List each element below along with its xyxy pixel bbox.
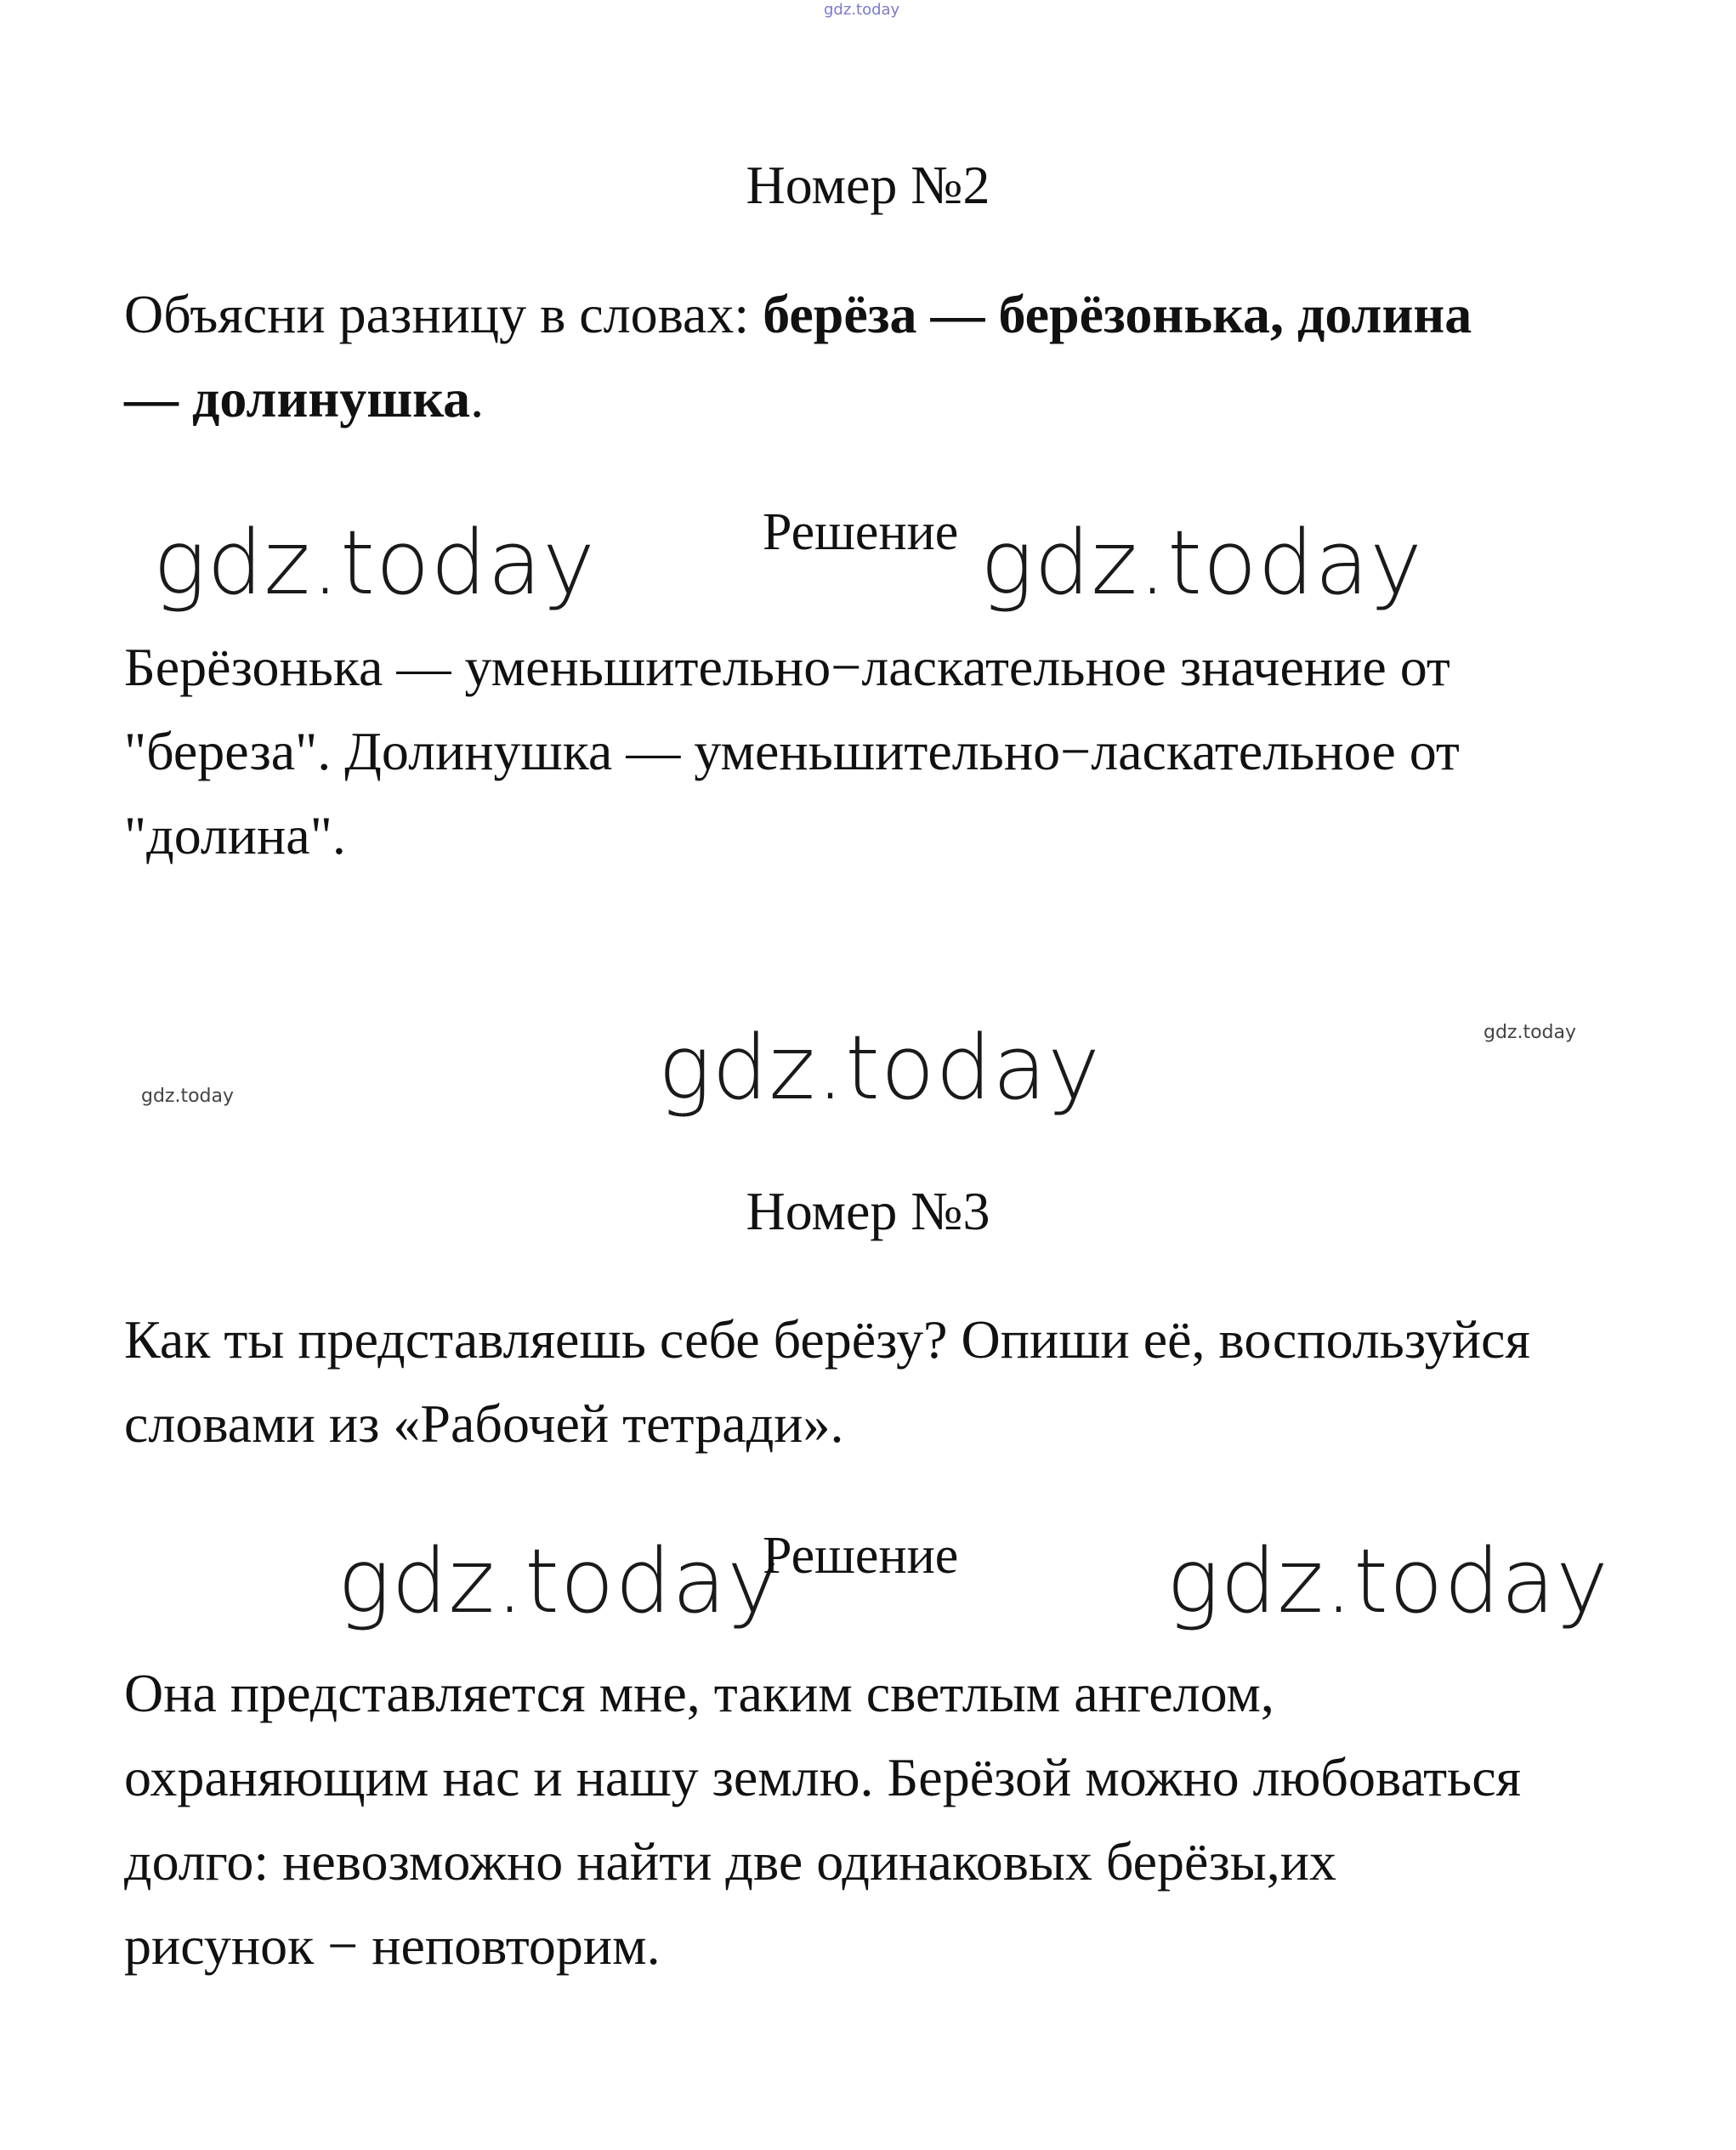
task3-question [124, 1297, 1654, 1466]
watermark-small-right: gdz.today [1484, 1022, 1577, 1043]
task2-question-end: . [470, 368, 485, 428]
task3-answer-line: Она представляется мне, таким светлым ангелом, [124, 1663, 1274, 1723]
task3-heading: Номер №3 [746, 1181, 990, 1241]
task2-solution-label: Решение [763, 503, 959, 561]
task3-answer-line: рисунок − неповторим. [124, 1915, 661, 1976]
watermark-small-left: gdz.today [141, 1086, 235, 1107]
task2-question-bold2: — долинушка [124, 368, 471, 428]
task3-question-line: Как ты представляешь себе берёзу? Опиши её, воспользуйся [124, 1309, 1530, 1370]
task2-answer [124, 625, 1654, 877]
task2-question-intro: Объясни разницу в словах: [124, 284, 763, 344]
task2-answer-line: Берёзонька — уменьшительно−ласкательное значение от [124, 637, 1450, 697]
watermark-big-1: gdz.today [153, 511, 596, 615]
task3-answer [124, 1651, 1654, 1988]
task2-question [124, 272, 1654, 440]
task3-solution-label: Решение [763, 1527, 959, 1585]
watermark-big-5: gdz.today [1166, 1529, 1609, 1633]
task2-answer-line: "долина". [124, 805, 346, 865]
watermark-big-2: gdz.today [980, 511, 1423, 615]
watermark-big-4: gdz.today [338, 1529, 780, 1633]
task2-question-bold1: берёза — берёзонька, долина [763, 284, 1472, 344]
watermark-big-3: gdz.today [658, 1016, 1101, 1120]
task2-question-line1 [124, 272, 1654, 356]
task2-question-line2 [124, 356, 1654, 440]
task2-heading: Номер №2 [746, 155, 990, 215]
watermark-top: gdz.today [824, 1, 900, 19]
task2-answer-line: "береза". Долинушка — уменьшительно−ласкательное от [124, 721, 1460, 781]
task3-question-line: словами из «Рабочей тетради». [124, 1393, 844, 1454]
task3-answer-line: охраняющим нас и нашу землю. Берёзой можно любоваться [124, 1747, 1522, 1807]
task3-answer-line: долго: невозможно найти две одинаковых берёзы,их [124, 1831, 1336, 1892]
